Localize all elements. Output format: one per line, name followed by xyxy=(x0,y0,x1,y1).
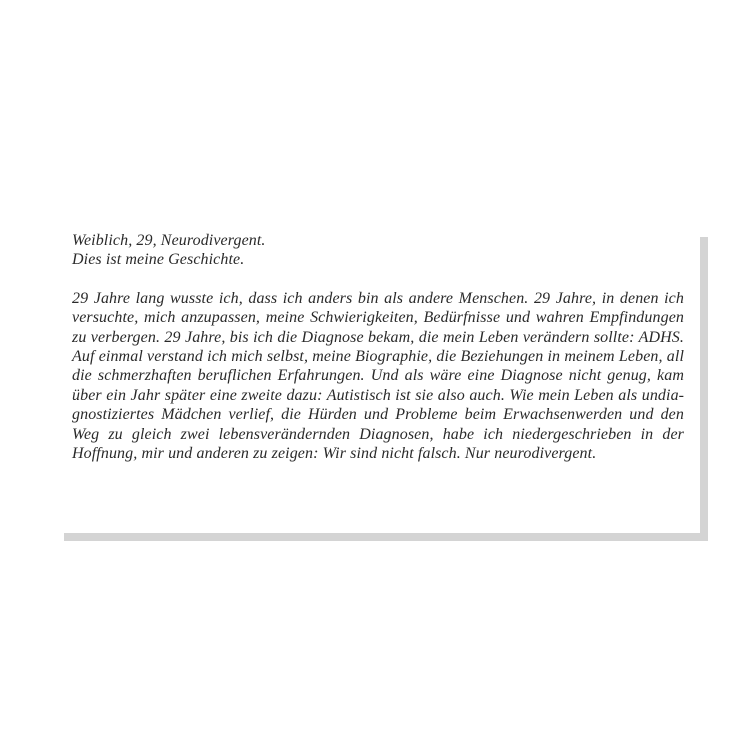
intro-line-1: Weiblich, 29, Neurodivergent. xyxy=(72,232,266,249)
intro-line-2: Dies ist meine Geschichte. xyxy=(72,251,245,269)
blurb-card xyxy=(56,229,700,533)
story-paragraph: 29 Jahre lang wusste ich, dass ich anders bin als andere Menschen. 29 Jahre, in denen ich versuchte, mich anzupassen, meine Schwierigkeiten, Bedürfnisse und wahren Empfindungen zu verbergen. 29 Jahre, bis ich die Diagnose bekam, die mein Leben verändern sollte: ADHS. Auf einmal verstand ich mich selbst, meine Biographie, die Beziehungen in meinem Leben, all die schmerzhaften beruflichen Erfahrungen. Und als wäre eine Diagnose nicht genug, kam über ein Jahr später eine zweite dazu: Autistisch ist sie also auch. Wie mein Leben als undiagnostiziertes Mädchen verlief, die Hürden und Probleme beim Erwachsenwerden und den Weg zu gleich zwei lebensverändernden Diagnosen, habe ich niedergeschrieben in der Hoffnung, mir und anderen zu zeigen: Wir sind nicht falsch. Nur neurodivergent. xyxy=(72,289,684,463)
intro xyxy=(72,231,684,270)
blurb-text xyxy=(72,231,684,463)
